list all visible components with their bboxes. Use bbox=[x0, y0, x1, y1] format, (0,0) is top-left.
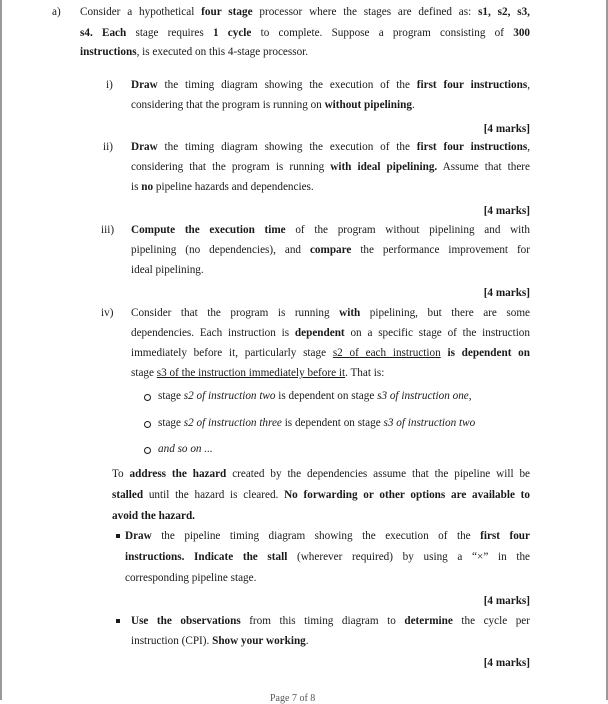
bullet-item: stage s2 of instruction three is dependent on stage s3 of instruction two bbox=[158, 417, 476, 429]
task-line: instruction (CPI). Show your working. bbox=[131, 635, 309, 647]
part-line: pipelining (no dependencies), and compare the performance improvement for bbox=[131, 244, 531, 256]
hazard-line: stalled until the hazard is cleared. No forwarding or other options are available to bbox=[112, 489, 530, 501]
part-numeral: i) bbox=[106, 79, 113, 91]
intro-line: instructions, is executed on this 4-stage processor. bbox=[80, 46, 309, 58]
part-line: is no pipeline hazards and dependencies. bbox=[131, 181, 314, 193]
part-numeral: iv) bbox=[101, 307, 114, 319]
question-label: a) bbox=[52, 6, 61, 18]
task-line: Use the observations from this timing diagram to determine the cycle per bbox=[131, 615, 530, 627]
part-numeral: ii) bbox=[103, 141, 113, 153]
square-bullet-icon bbox=[116, 619, 120, 623]
bullet-item: stage s2 of instruction two is dependent on stage s3 of instruction one, bbox=[158, 390, 472, 402]
hazard-line: To address the hazard created by the dependencies assume that the pipeline will be bbox=[112, 468, 531, 480]
task-line: corresponding pipeline stage. bbox=[125, 572, 257, 584]
intro-line: Consider a hypothetical four stage processor where the stages are defined as: s1, s2, s3, bbox=[80, 6, 530, 18]
task-line: instructions. Indicate the stall (wherever required) by using a “×” in the bbox=[125, 551, 531, 563]
part-line: Draw the timing diagram showing the execution of the first four instructions, bbox=[131, 79, 530, 91]
square-bullet-icon bbox=[116, 534, 120, 538]
marks-label: [4 marks] bbox=[483, 595, 530, 607]
part-line: Draw the timing diagram showing the execution of the first four instructions, bbox=[131, 141, 530, 153]
circle-bullet-icon bbox=[144, 447, 151, 454]
marks-label: [4 marks] bbox=[483, 205, 530, 217]
part-line: dependencies. Each instruction is dependent on a specific stage of the instruction bbox=[131, 327, 530, 339]
part-numeral: iii) bbox=[101, 224, 115, 236]
page-edge-left bbox=[0, 0, 2, 700]
task-line: Draw the pipeline timing diagram showing the execution of the first four bbox=[125, 530, 530, 542]
page-footer: Page 7 of 8 bbox=[270, 693, 316, 704]
circle-bullet-icon bbox=[144, 394, 151, 401]
part-line: Consider that the program is running with pipelining, but there are some bbox=[131, 307, 530, 319]
marks-label: [4 marks] bbox=[483, 287, 530, 299]
part-line: considering that the program is running with ideal pipelining. Assume that there bbox=[131, 161, 531, 173]
hazard-line: avoid the hazard. bbox=[112, 510, 195, 522]
marks-label: [4 marks] bbox=[483, 657, 530, 669]
circle-bullet-icon bbox=[144, 421, 151, 428]
part-line: immediately before it, particularly stage s2 of each instruction is dependent on bbox=[131, 347, 530, 359]
marks-label: [4 marks] bbox=[483, 123, 530, 135]
intro-line: s4. Each stage requires 1 cycle to complete. Suppose a program consisting of 300 bbox=[80, 27, 530, 39]
bullet-item: and so on ... bbox=[158, 443, 213, 455]
part-line: ideal pipelining. bbox=[131, 264, 204, 276]
part-line: Compute the execution time of the program without pipelining and with bbox=[131, 224, 530, 236]
part-line: considering that the program is running on without pipelining. bbox=[131, 99, 415, 111]
part-line: stage s3 of the instruction immediately before it. That is: bbox=[131, 367, 385, 379]
